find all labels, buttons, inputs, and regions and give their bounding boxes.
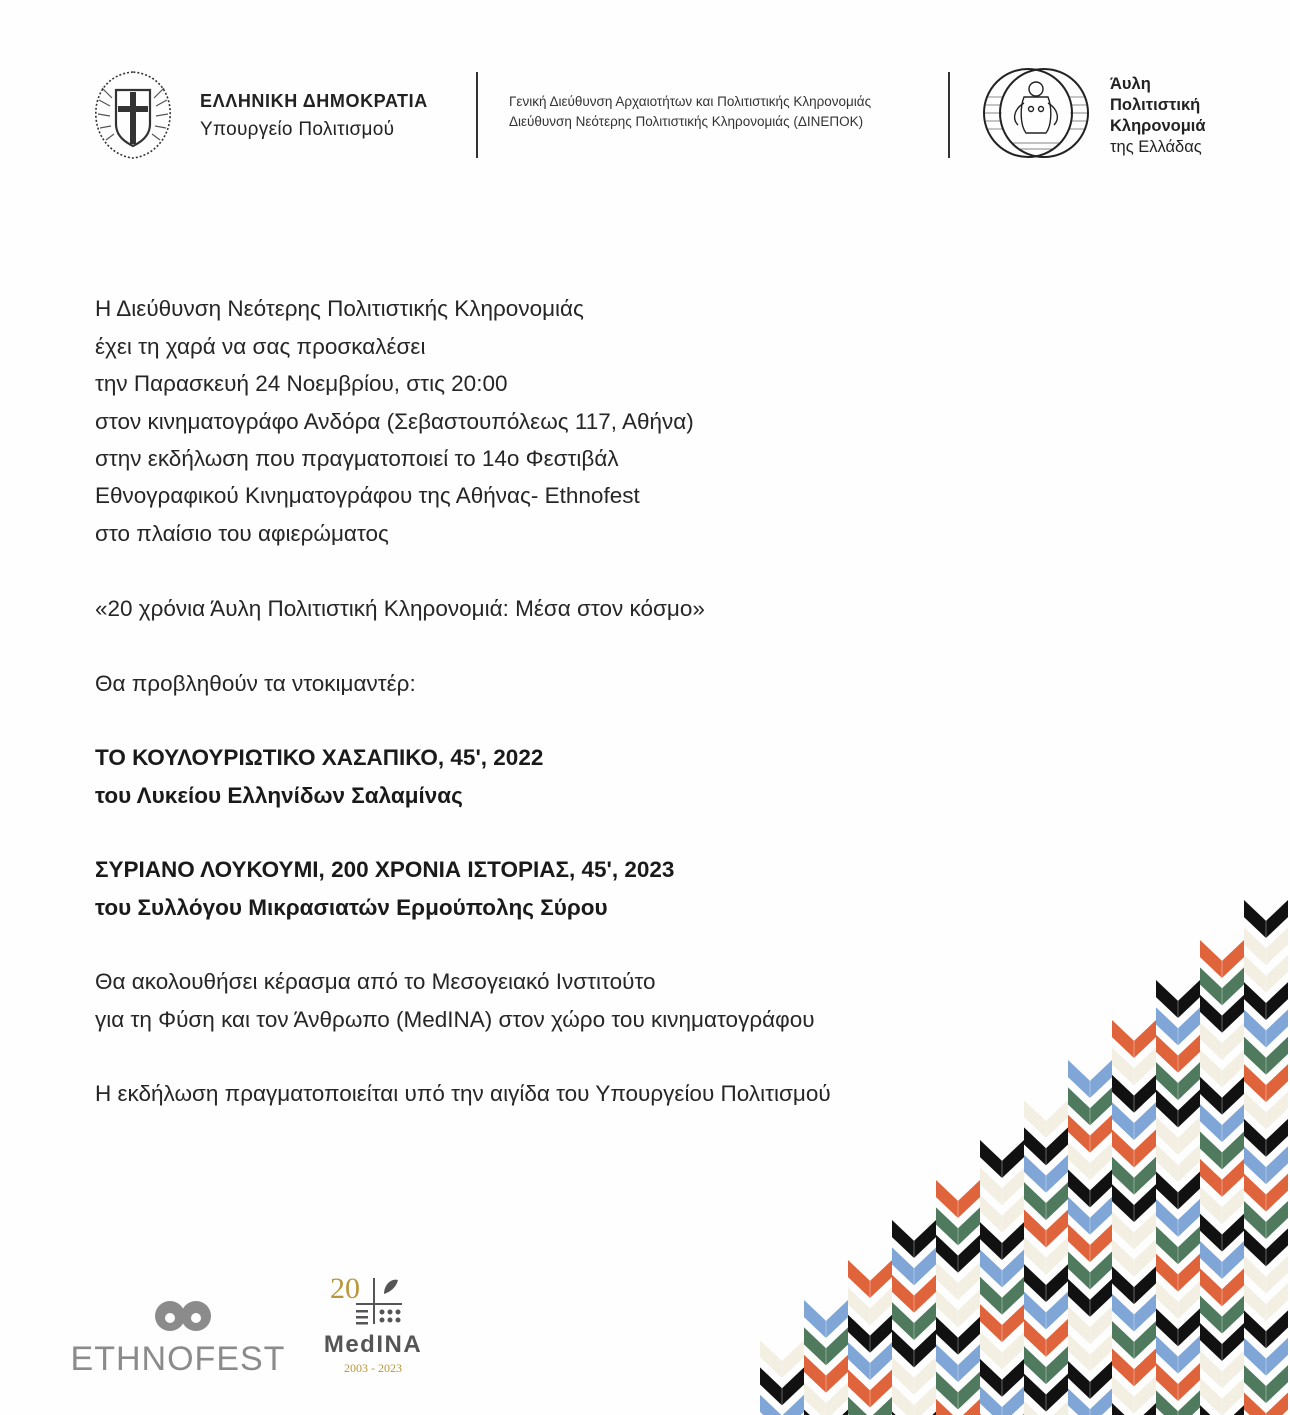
invitation-line: στο πλαίσιο του αφιερώματος bbox=[95, 521, 389, 546]
event-date: την Παρασκευή 24 Νοεμβρίου, στις 20:00 bbox=[95, 371, 508, 396]
republic-title: ΕΛΛΗΝΙΚΗ ΔΗΜΟΚΡΑΤΙΑ bbox=[200, 91, 428, 111]
heritage-title-line4: της Ελλάδας bbox=[1110, 138, 1202, 156]
header-divider bbox=[948, 72, 950, 158]
medina-years: 2003 - 2023 bbox=[344, 1361, 402, 1375]
ministry-name: Υπουργείο Πολιτισμού bbox=[200, 119, 395, 140]
festival-name: Εθνογραφικού Κινηματογράφου της Αθήνας- Ethnofest bbox=[95, 483, 640, 508]
woven-kilim-pattern bbox=[760, 900, 1290, 1415]
reception-line: Θα ακολουθήσει κέρασμα από το Μεσογειακό Ινστιτούτο bbox=[95, 969, 656, 994]
invitation-line: στην εκδήλωση που πραγματοποιεί το 14ο Φεστιβάλ bbox=[95, 446, 619, 471]
auspices-line: Η εκδήλωση πραγματοποιείται υπό την αιγίδα του Υπουργείου Πολιτισμού bbox=[95, 1081, 831, 1106]
directorate: Διεύθυνση Νεότερης Πολιτιστικής Κληρονομιάς (ΔΙΝΕΠΟΚ) bbox=[509, 114, 864, 129]
heritage-title-line2: Πολιτιστική bbox=[1110, 96, 1201, 114]
directorate-general: Γενική Διεύθυνση Αρχαιοτήτων και Πολιτιστικής Κληρονομιάς bbox=[509, 94, 872, 109]
screening-intro: Θα προβληθούν τα ντοκιμαντέρ: bbox=[95, 671, 416, 696]
heritage-title-line1: Άυλη bbox=[1110, 75, 1151, 93]
header bbox=[0, 0, 1290, 200]
ethnofest-logo bbox=[70, 1298, 286, 1378]
tribute-title: «20 χρόνια Άυλη Πολιτιστική Κληρονομιά: Μέσα στον κόσμο» bbox=[95, 596, 705, 621]
greek-coat-of-arms-icon bbox=[86, 68, 180, 162]
film2-title: ΣΥΡΙΑΝΟ ΛΟΥΚΟΥΜΙ, 200 ΧΡΟΝΙΑ ΙΣΤΟΡΙΑΣ, 45', 2023 bbox=[95, 857, 675, 882]
event-venue: στον κινηματογράφο Ανδόρα (Σεβαστουπόλεως 117, Αθήνα) bbox=[95, 409, 694, 434]
intangible-heritage-logo-icon bbox=[982, 67, 1090, 159]
medina-logo bbox=[312, 1268, 434, 1380]
heritage-title-line3: Κληρονομιά bbox=[1110, 117, 1206, 135]
film1-title: ΤΟ ΚΟΥΛΟΥΡΙΩΤΙΚΟ ΧΑΣΑΠΙΚΟ, 45', 2022 bbox=[95, 745, 544, 770]
reception-line: για τη Φύση και τον Άνθρωπο (MedINA) στον χώρο του κινηματογράφου bbox=[95, 1007, 815, 1032]
invitation-line: έχει τη χαρά να σας προσκαλέσει bbox=[95, 334, 426, 359]
ethnofest-wordmark: ETHNOFEST bbox=[70, 1340, 286, 1378]
medina-20-mark: 20 bbox=[330, 1272, 360, 1305]
header-divider bbox=[476, 72, 478, 158]
medina-wordmark: MedINA bbox=[323, 1331, 423, 1358]
film2-producer: του Συλλόγου Μικρασιατών Ερμούπολης Σύρου bbox=[95, 895, 608, 920]
film1-producer: του Λυκείου Ελληνίδων Σαλαμίνας bbox=[95, 783, 463, 808]
invitation-line: Η Διεύθυνση Νεότερης Πολιτιστικής Κληρονομιάς bbox=[95, 296, 584, 321]
